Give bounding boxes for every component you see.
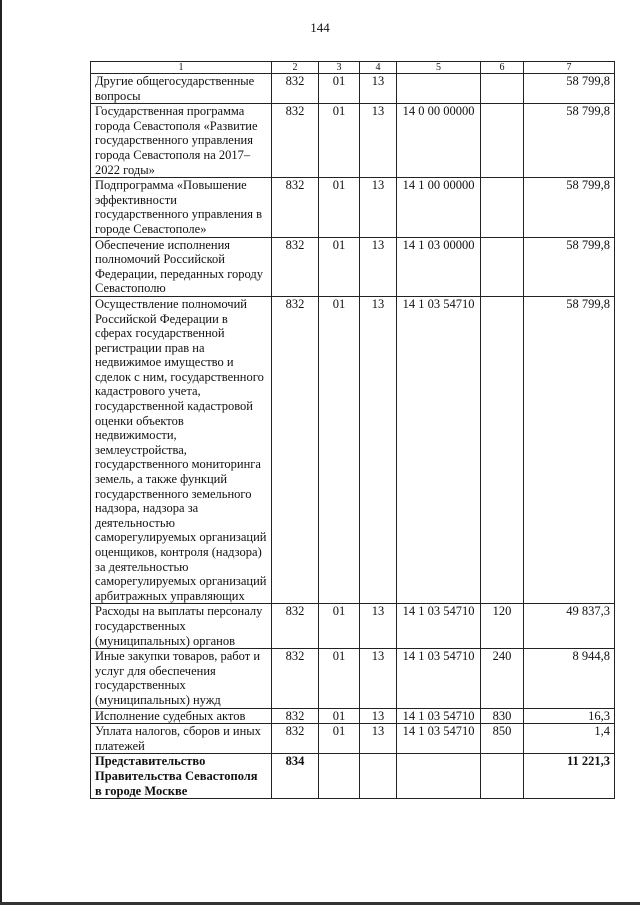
row-department-code: 832 [272, 649, 319, 708]
page-number: 144 [310, 20, 330, 35]
row-subsection-code [360, 754, 397, 799]
row-department-code: 832 [272, 74, 319, 104]
row-section-code [319, 754, 360, 799]
row-target-article-code: 14 0 00 00000 [397, 104, 481, 178]
row-subsection-code: 13 [360, 296, 397, 603]
row-amount: 58 799,8 [524, 74, 615, 104]
table-row [91, 178, 615, 237]
row-amount: 58 799,8 [524, 178, 615, 237]
row-department-code: 832 [272, 724, 319, 754]
column-number: 7 [524, 62, 615, 74]
row-subsection-code: 13 [360, 104, 397, 178]
column-number: 4 [360, 62, 397, 74]
column-number: 3 [319, 62, 360, 74]
row-section-code: 01 [319, 604, 360, 649]
row-target-article-code: 14 1 03 00000 [397, 237, 481, 296]
row-department-code: 832 [272, 178, 319, 237]
table-row [91, 104, 615, 178]
row-expense-type-code: 240 [481, 649, 524, 708]
table-row [91, 604, 615, 649]
table-row [91, 724, 615, 754]
row-amount: 11 221,3 [524, 754, 615, 799]
table-row [91, 708, 615, 724]
row-department-code: 834 [272, 754, 319, 799]
row-subsection-code: 13 [360, 708, 397, 724]
row-subsection-code: 13 [360, 178, 397, 237]
column-number-row [91, 62, 615, 74]
budget-table [90, 61, 615, 799]
row-expense-type-code: 830 [481, 708, 524, 724]
table-row [91, 296, 615, 603]
column-number: 5 [397, 62, 481, 74]
table-row [91, 74, 615, 104]
row-target-article-code: 14 1 03 54710 [397, 604, 481, 649]
row-target-article-code [397, 754, 481, 799]
row-amount: 1,4 [524, 724, 615, 754]
row-section-code: 01 [319, 74, 360, 104]
row-expense-type-code: 120 [481, 604, 524, 649]
row-department-code: 832 [272, 296, 319, 603]
row-amount: 58 799,8 [524, 237, 615, 296]
row-target-article-code: 14 1 03 54710 [397, 649, 481, 708]
column-number: 1 [91, 62, 272, 74]
row-name: Уплата налогов, сборов и иных платежей [91, 724, 272, 754]
row-department-code: 832 [272, 104, 319, 178]
row-section-code: 01 [319, 724, 360, 754]
row-section-code: 01 [319, 178, 360, 237]
table-row [91, 649, 615, 708]
row-expense-type-code: 850 [481, 724, 524, 754]
row-name: Представительство Правительства Севастополя в городе Москве [91, 754, 272, 799]
row-expense-type-code [481, 178, 524, 237]
row-section-code: 01 [319, 237, 360, 296]
row-amount: 16,3 [524, 708, 615, 724]
row-subsection-code: 13 [360, 724, 397, 754]
column-number: 2 [272, 62, 319, 74]
row-target-article-code [397, 74, 481, 104]
row-subsection-code: 13 [360, 237, 397, 296]
table-row [91, 237, 615, 296]
table-row [91, 754, 615, 799]
row-name: Обеспечение исполнения полномочий Российской Федерации, переданных городу Севастополю [91, 237, 272, 296]
row-name: Исполнение судебных актов [91, 708, 272, 724]
row-name: Осуществление полномочий Российской Федерации в сферах государственной регистрации прав на недвижимое имущество и сделок с ним, государственного кадастрового учета, государственной кадастровой оценки объектов недвижимости, землеустройства, государственного мониторинга земель, а также функций государственного земельного надзора, надзора за деятельностью саморегулируемых организаций оценщиков, контроля (надзора) за деятельностью саморегулируемых организаций арбитражных управляющих [91, 296, 272, 603]
row-department-code: 832 [272, 604, 319, 649]
row-name: Государственная программа города Севастополя «Развитие государственного управления города Севастополя на 2017–2022 годы» [91, 104, 272, 178]
row-amount: 58 799,8 [524, 104, 615, 178]
row-target-article-code: 14 1 03 54710 [397, 708, 481, 724]
row-department-code: 832 [272, 237, 319, 296]
row-section-code: 01 [319, 104, 360, 178]
row-expense-type-code [481, 754, 524, 799]
row-target-article-code: 14 1 00 00000 [397, 178, 481, 237]
row-amount: 8 944,8 [524, 649, 615, 708]
row-target-article-code: 14 1 03 54710 [397, 724, 481, 754]
row-subsection-code: 13 [360, 74, 397, 104]
row-expense-type-code [481, 237, 524, 296]
row-expense-type-code [481, 296, 524, 603]
column-number: 6 [481, 62, 524, 74]
scan-left-edge [0, 0, 2, 905]
row-name: Подпрограмма «Повышение эффективности государственного управления в городе Севастополе» [91, 178, 272, 237]
row-section-code: 01 [319, 708, 360, 724]
row-target-article-code: 14 1 03 54710 [397, 296, 481, 603]
row-name: Иные закупки товаров, работ и услуг для обеспечения государственных (муниципальных) нужд [91, 649, 272, 708]
row-name: Расходы на выплаты персоналу государственных (муниципальных) органов [91, 604, 272, 649]
row-department-code: 832 [272, 708, 319, 724]
row-expense-type-code [481, 104, 524, 178]
row-subsection-code: 13 [360, 604, 397, 649]
row-amount: 49 837,3 [524, 604, 615, 649]
row-subsection-code: 13 [360, 649, 397, 708]
row-expense-type-code [481, 74, 524, 104]
row-section-code: 01 [319, 649, 360, 708]
row-amount: 58 799,8 [524, 296, 615, 603]
row-name: Другие общегосударственные вопросы [91, 74, 272, 104]
row-section-code: 01 [319, 296, 360, 603]
